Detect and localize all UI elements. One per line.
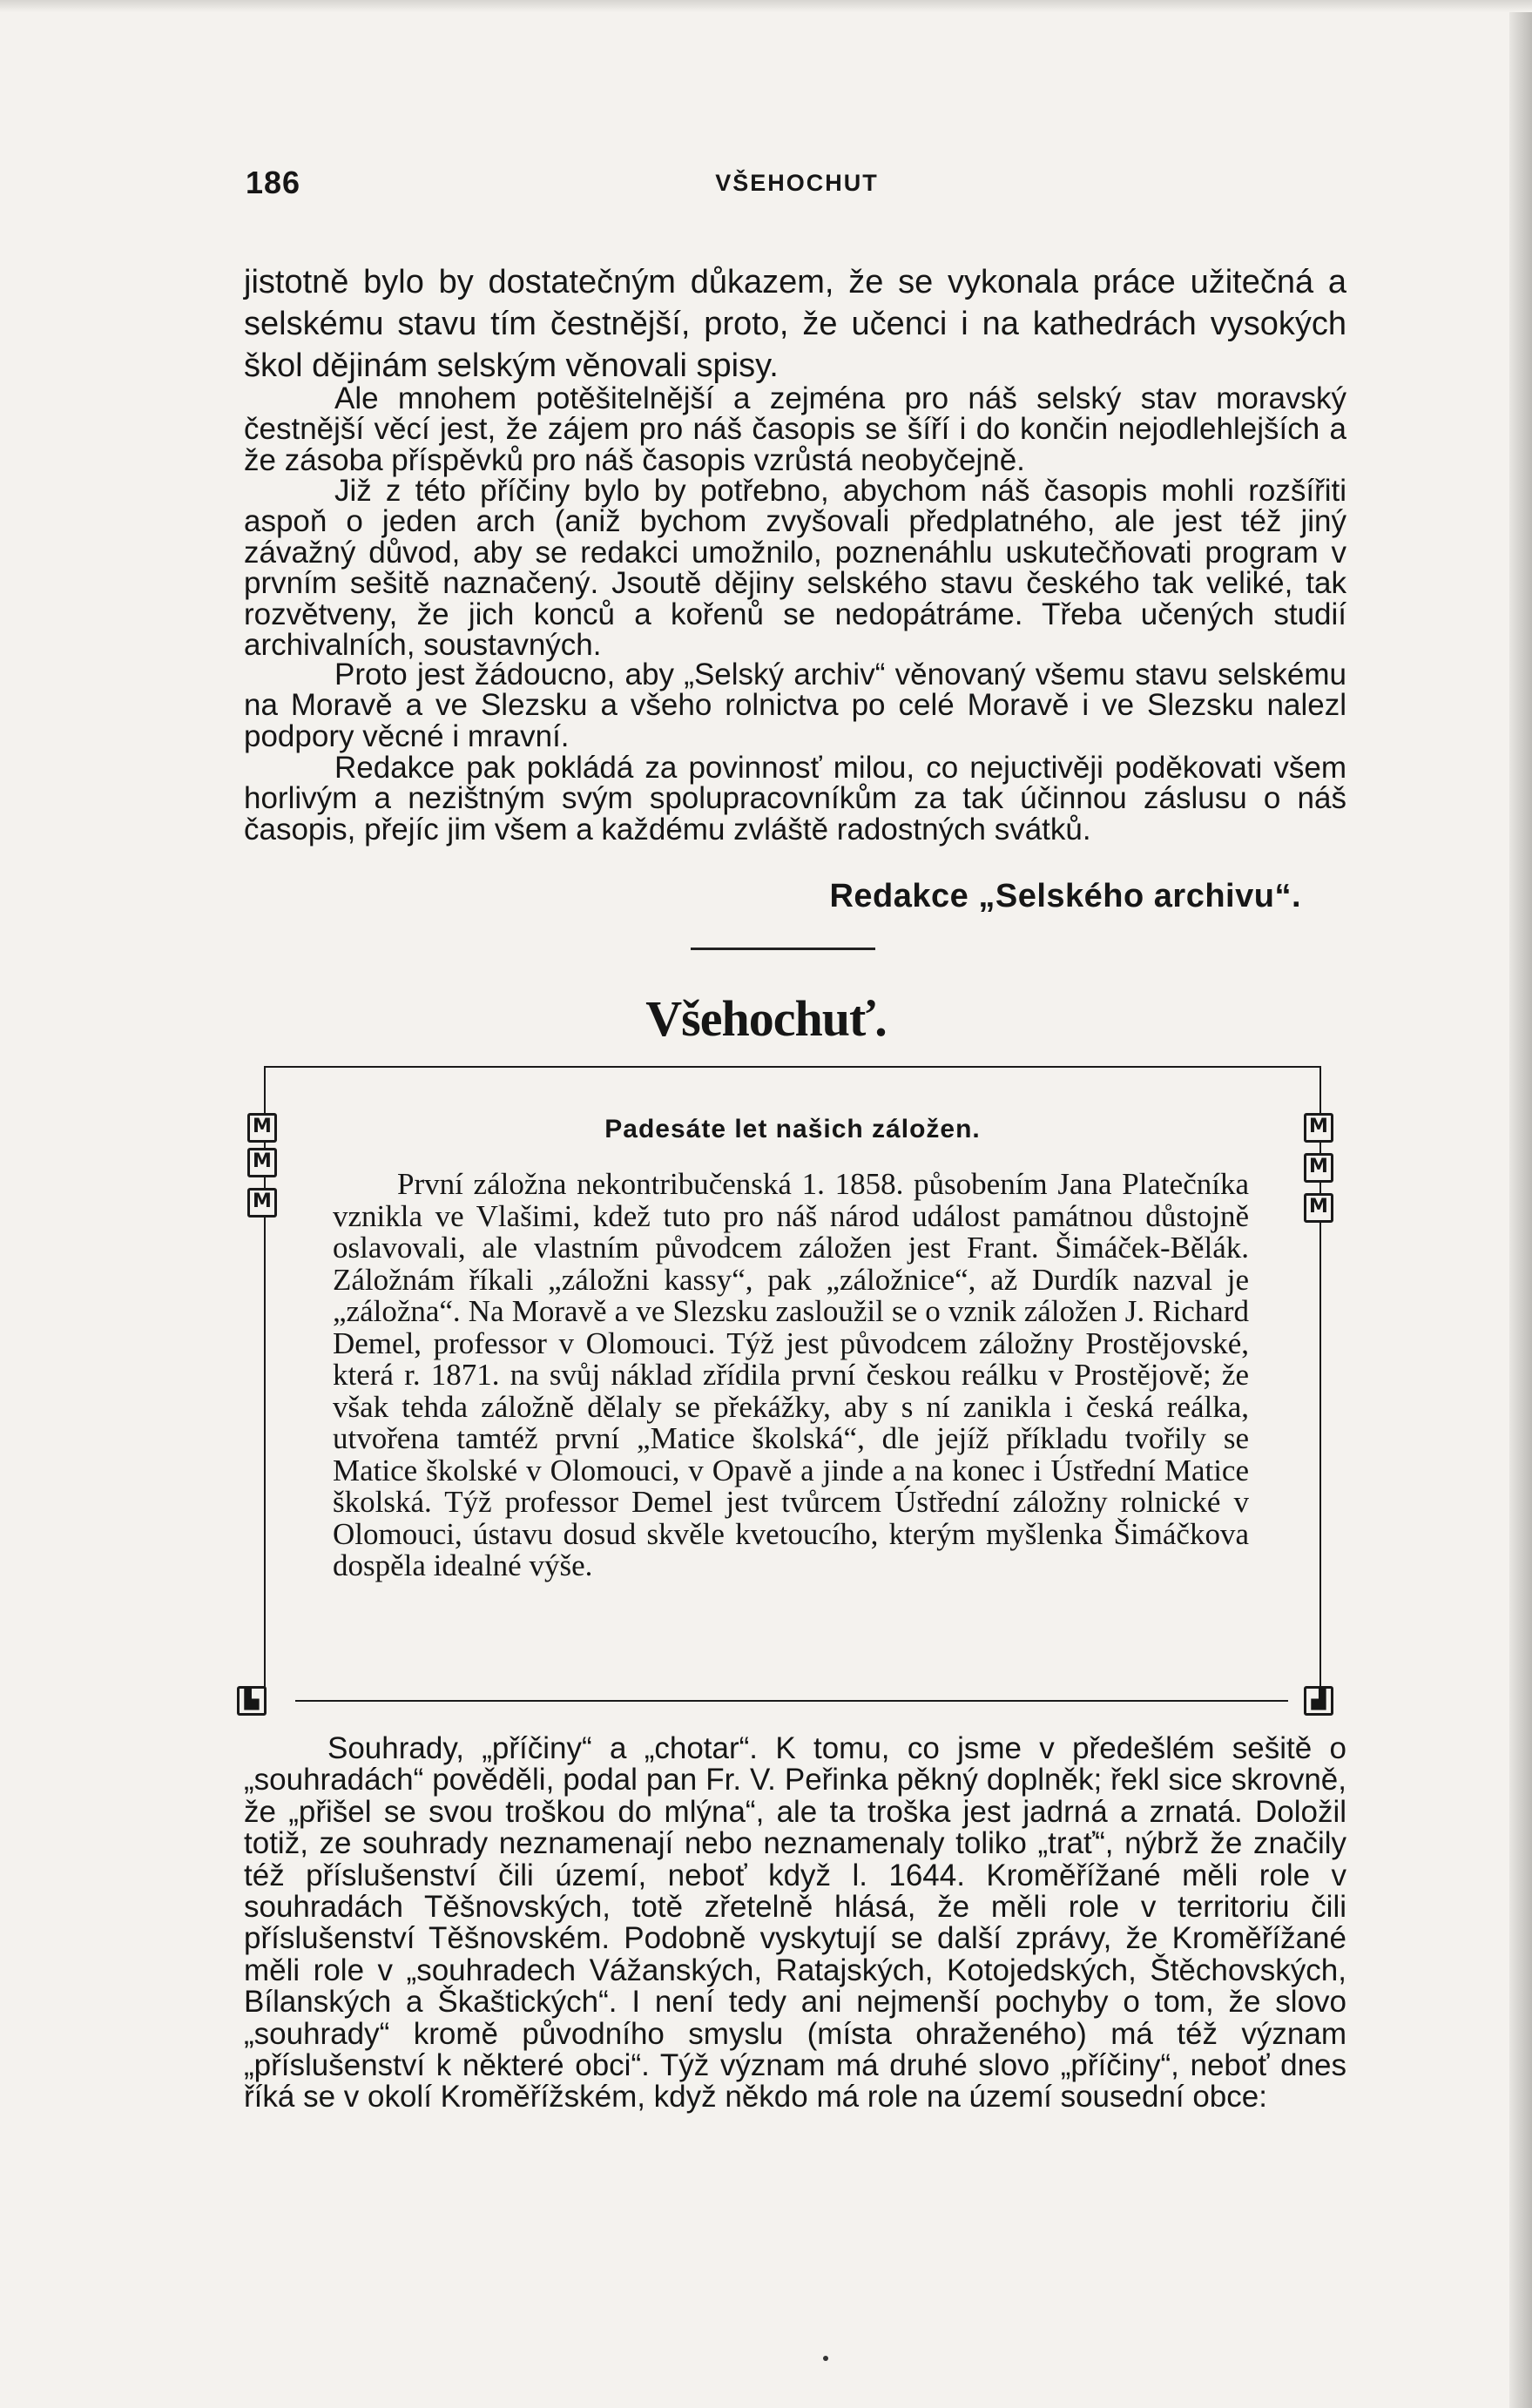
intro-paragraph-3: Již z této příčiny bylo by potřebno, abychom náš časopis mohli rozšířiti aspoň o jeden arch (aniž bychom zvyšovali předplatného, ale jest též jiný závažný důvod, aby se redakci umožnilo, poznenáhlu uskutečňovati program v prvním sešitě naznačený. Jsoutě dějiny selského stavu českého tak veliké, tak rozvětveny, že jich konců a kořenů se nedopátráme. Třeba učených studií archivalních, soustavných. (244, 474, 1346, 663)
editorial-signature: Redakce „Selského archivu“. (829, 878, 1301, 914)
running-head (246, 159, 1348, 203)
m-ornament-icon: M (1304, 1193, 1333, 1223)
m-ornament-icon: M (1304, 1153, 1333, 1183)
corner-ornament-icon: ▙ (237, 1686, 267, 1716)
final-paragraph: Souhrady, „příčiny“ a „chotar“. K tomu, co jsme v předešlém sešitě o „souhradách“ pověděli, podal pan Fr. V. Peřinka pěkný doplněk; řekl sice skrovně, že „přišel se svou troškou do mlýna“, ale ta troška jest jadrná a zrnatá. Doložil totiž, ze souhrady neznamenají nebo neznamenaly toliko „trať“, nýbrž že značily též příslušenství čili území, neboť když l. 1644. Kroměřížané měli role v souhradách Těšnovských, totě zřetelně hlásá, že měli role v territoriu čili příslušenství Těšnovském. Podobně vyskytují se další zprávy, že Kroměřížané měli role v „souhradech Vážanských, Ratajských, Kotojedských, Štěchovských, Bílanských a Škaštických“. I není tedy ani nejmenší pochyby o tom, že slovo „souhrady“ kromě původního smyslu (místa ohraženého) má též význam „příslušenství k některé obci“. Týž význam má druhé slovo „příčiny“, neboť dnes říká se v okolí Kroměřížském, když někdo má role na území sousední obce: (244, 1731, 1346, 2115)
box-text: První záložna nekontribučenská 1. 1858. působením Jana Platečníka vznikla ve Vlašimi, kdež tuto pro náš národ událost památnou důstojně oslavovali, ale vlastním původcem záložen jest Frant. Šimáček-Bělák. Záložnám říkali „záložni kassy“, pak „záložnice“, až Durdík nazval je „záložna“. Na Moravě a ve Slezsku zasloužil se o vznik záložen J. Richard Demel, professor v Olomouci. Týž jest původcem záložny Prostějovské, která r. 1871. na svůj náklad zřídila první českou reálku v Prostějově; že však tehda záložně dělaly se překážky, aby s ní zanikla i česká reálka, utvořena tamtéž první „Matice školská“, dle jejíž příkladu tvořily se Matice školské v Olomouci, v Opavě a jinde a na konec i Ústřední Matice školská. Týž professor Demel jest tvůrcem Ústřední záložny rolnické v Olomouci, ústavu dosud skvěle kvetoucího, kterým myšlenka Šimáčkova dospěla idealné výše. (333, 1167, 1249, 1582)
section-title: Všehochuť. (645, 990, 887, 1047)
intro-paragraph-2: Ale mnohem potěšitelnější a zejména pro náš selský stav moravský čestnější věcí jest, že zájem pro náš časopis se šíří i do končin nejodlehlejších a že zásoba příspěvků pro náš časopis vzrůstá neobyčejně. (244, 381, 1346, 477)
frame-top-line (264, 1066, 1321, 1068)
intro-continued-paragraph: jistotně bylo by dostatečným důkazem, že se vykonala práce užitečná a selskému stavu tím čestnější, proto, že učenci i na kathedrách vysokých škol dějinám selským věnovali spisy. (244, 264, 1346, 384)
frame-bottom-line (295, 1700, 1288, 1702)
box-heading: Padesáte let našich záložen. (604, 1115, 981, 1143)
page-number: 186 (246, 165, 301, 200)
m-ornament-icon: M (247, 1148, 277, 1177)
journal-title: VŠEHOCHUT (715, 170, 879, 196)
m-ornament-icon: M (247, 1188, 277, 1217)
m-ornament-icon: M (247, 1113, 277, 1143)
section-divider-rule (691, 948, 875, 950)
m-ornament-icon: M (1304, 1113, 1333, 1143)
intro-paragraph-4: Proto jest žádoucno, aby „Selský archiv“ věnovaný všemu stavu selskému na Moravě a ve Slezsku a všeho rolnictva po celé Moravě i ve Slezsku nalezl podpory věcné i mravní. (244, 658, 1346, 753)
intro-paragraph-5: Redakce pak pokládá za povinnosť milou, co nejuctivěji poděkovati všem horlivým a nezištným svým spolupracovníkům za tak účinnou záslusu o náš časopis, přejíc jim všem a každému zvláště radostných svátků. (244, 751, 1346, 847)
page-edge-shadow (1509, 0, 1532, 2408)
print-speck (823, 2356, 828, 2361)
page-top-shadow (0, 0, 1532, 12)
corner-ornament-icon: ▟ (1304, 1686, 1333, 1716)
